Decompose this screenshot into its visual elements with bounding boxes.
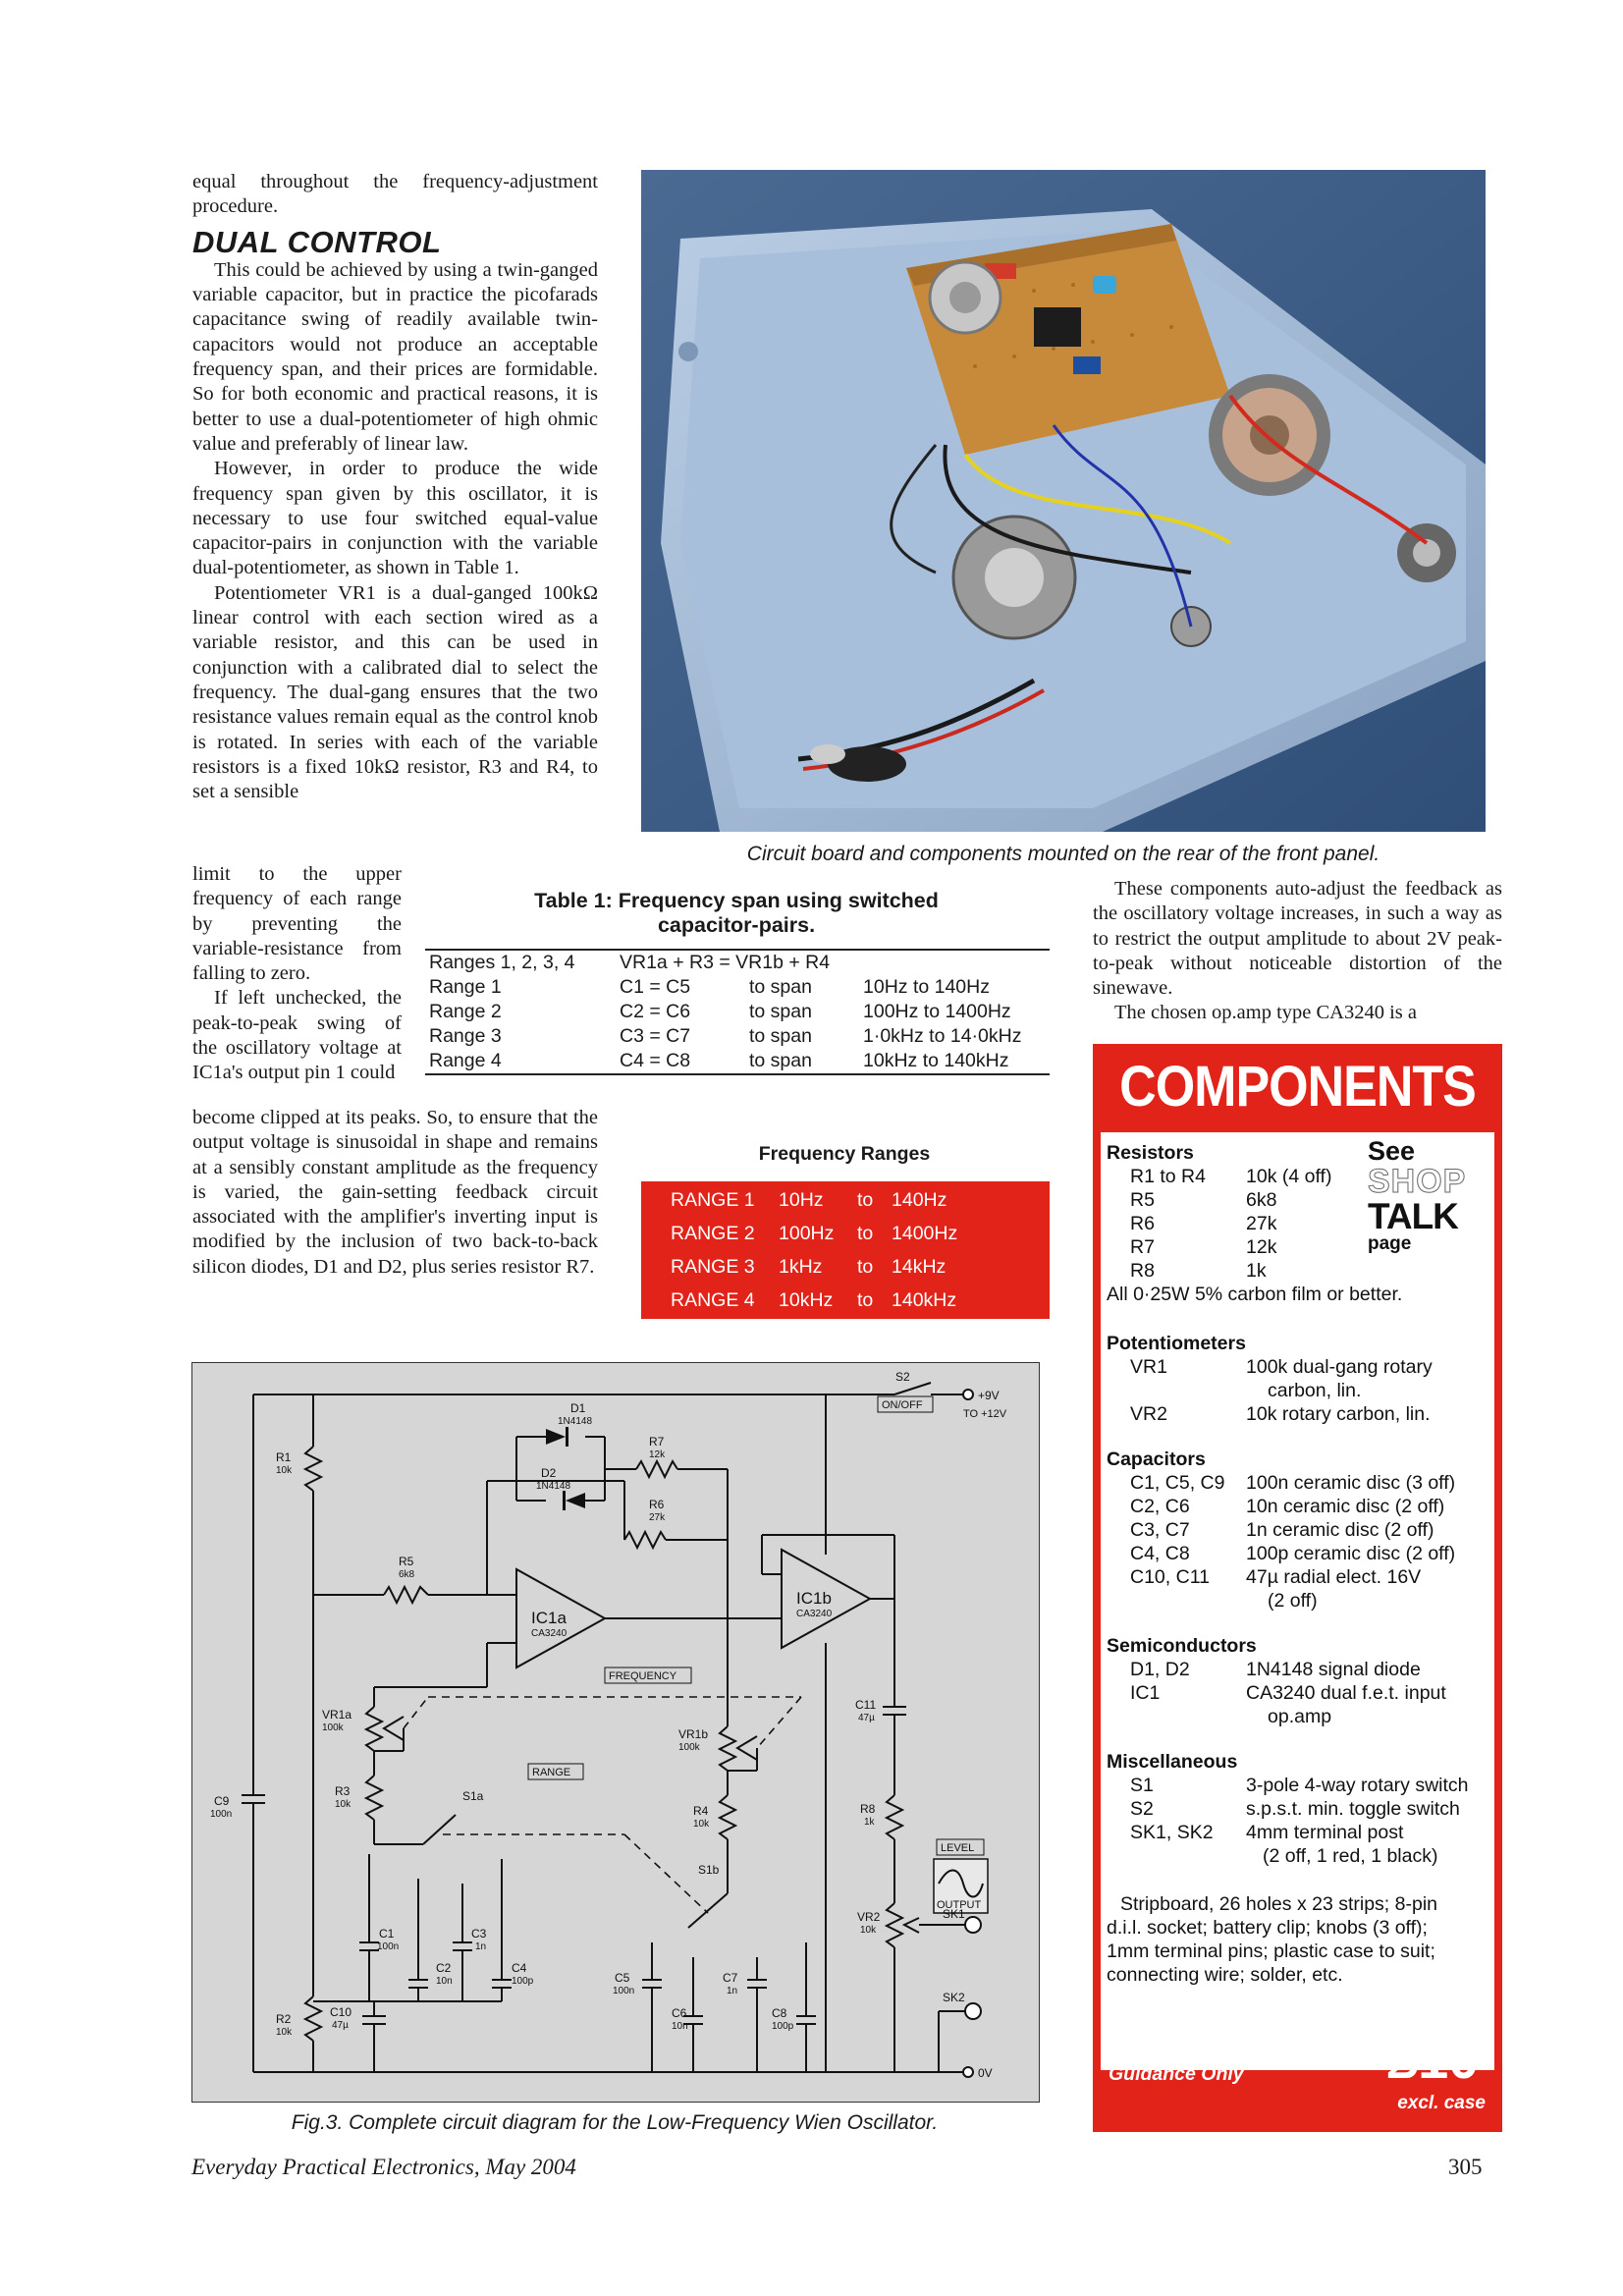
- table-cell: 10Hz to 140Hz: [863, 976, 990, 998]
- part-value: 47µ radial elect. 16V: [1246, 1566, 1422, 1588]
- label-s1a: S1a: [462, 1789, 484, 1803]
- wires: [242, 1383, 968, 2072]
- table-cell: Range 4: [429, 1050, 502, 1071]
- label-c11: C11: [855, 1698, 877, 1712]
- label-vr1a: VR1a: [322, 1708, 352, 1722]
- right-column: [1093, 877, 1502, 1026]
- label-r1: R1: [276, 1450, 292, 1464]
- footer-page-number: 305: [1448, 2155, 1483, 2179]
- label-boxes: [528, 1396, 984, 1855]
- range-upper: 1400Hz: [892, 1223, 958, 1244]
- label-ic1a-part: CA3240: [531, 1628, 568, 1639]
- label-vr1b-val: 100k: [678, 1742, 700, 1753]
- misc-note: 1mm terminal pins; plastic case to suit;: [1107, 1941, 1435, 1962]
- table-row: [425, 1024, 1050, 1049]
- part-id: VR2: [1130, 1403, 1167, 1425]
- circuit-diagram: [191, 1362, 1040, 2103]
- label-c1: C1: [379, 1927, 395, 1941]
- range-upper: 140kHz: [892, 1289, 957, 1311]
- table1-title-line1: Table 1: Frequency span using switched: [534, 889, 939, 912]
- paragraph: This could be achieved by using a twin-ganged variable capacitor, but in practice the picofarads capacitance swing of readily available twin-capacitors would not produce an acceptable frequency span, and their prices are formidable. So for both economic and practical reasons, it is better to use a dual-potentiometer of high ohmic value and preferably of linear law.: [192, 258, 598, 455]
- caps-heading: Capacitors: [1107, 1449, 1206, 1470]
- components-title: COMPONENTS: [1119, 1055, 1476, 1120]
- label-c2-val: 10n: [436, 1976, 453, 1987]
- range-row: [641, 1217, 1050, 1250]
- frequency-ranges-box: [641, 1181, 1050, 1319]
- part-value: 1k: [1246, 1260, 1267, 1282]
- range-row: [641, 1183, 1050, 1217]
- range-label: RANGE 4: [671, 1289, 755, 1311]
- label-vr2-val: 10k: [860, 1925, 877, 1936]
- label-d2: D2: [541, 1466, 557, 1480]
- table-row: [425, 975, 1050, 1000]
- part-value: 10k (4 off): [1246, 1166, 1332, 1187]
- cost-label: [1109, 2038, 1244, 2087]
- table-cell: C3 = C7: [620, 1025, 691, 1047]
- label-c8-val: 100p: [772, 2021, 794, 2032]
- paragraph: If left unchecked, the peak-to-peak swing of the oscillatory voltage at IC1a's output pin 1 could: [192, 987, 402, 1084]
- part-id: C3, C7: [1130, 1519, 1190, 1541]
- label-vr1a-val: 100k: [322, 1722, 344, 1733]
- label-level: LEVEL: [941, 1842, 975, 1854]
- label-r8-val: 1k: [864, 1817, 875, 1828]
- gang-links: [404, 1697, 801, 1913]
- terminals: [963, 1390, 981, 2077]
- table-cell: Range 1: [429, 976, 502, 998]
- footer-publication: Everyday Practical Electronics, May 2004: [191, 2155, 576, 2179]
- section-heading: DUAL CONTROL: [192, 224, 442, 259]
- label-c4-val: 100p: [512, 1976, 534, 1987]
- part-id: S2: [1130, 1798, 1154, 1820]
- table-cell: 10kHz to 140kHz: [863, 1050, 1009, 1071]
- part-value: 10n ceramic disc (2 off): [1246, 1496, 1445, 1517]
- part-value: 100n ceramic disc (3 off): [1246, 1472, 1456, 1494]
- table-row: [425, 1000, 1050, 1024]
- part-id: R7: [1130, 1236, 1155, 1258]
- label-r3-val: 10k: [335, 1799, 352, 1810]
- part-id: SK1, SK2: [1130, 1822, 1214, 1843]
- table1-title: [422, 889, 1051, 938]
- misc-note: Stripboard, 26 holes x 23 strips; 8-pin: [1120, 1893, 1438, 1915]
- label-ic1b-part: CA3240: [796, 1609, 833, 1619]
- label-sk1: SK1: [943, 1907, 965, 1921]
- left-column: [192, 170, 598, 804]
- table-row: [425, 1049, 1050, 1073]
- table-cell: to span: [749, 1025, 812, 1047]
- paragraph: These components auto-adjust the feedback as the oscillatory voltage increases, in such a way as to restrict the output amplitude to about 2V peak-to-peak without noticeable distortion of the sinewave.: [1093, 878, 1502, 1000]
- resistors-heading: Resistors: [1107, 1142, 1194, 1164]
- part-id: R6: [1130, 1213, 1155, 1234]
- label-c8: C8: [772, 2006, 787, 2020]
- range-to: to: [857, 1289, 874, 1311]
- part-id: C2, C6: [1130, 1496, 1190, 1517]
- components-box: [1093, 1044, 1502, 2132]
- range-upper: 140Hz: [892, 1189, 947, 1211]
- range-from: 10kHz: [779, 1289, 834, 1311]
- range-row: [641, 1284, 1050, 1317]
- label-c9: C9: [214, 1794, 230, 1808]
- label-c1-val: 100n: [377, 1941, 400, 1952]
- cost-label-line1: Approx. Cost: [1109, 2039, 1229, 2060]
- paragraph: However, in order to produce the wide frequency span given by this oscillator, it is necessary to use four switched equal-value capacitor-pairs in conjunction with the variable dual-potentiometer, as shown in Table 1.: [192, 458, 598, 579]
- table-cell: C2 = C6: [620, 1001, 691, 1022]
- misc-note: connecting wire; solder, etc.: [1107, 1964, 1343, 1986]
- part-value: 27k: [1246, 1213, 1277, 1234]
- label-vr2: VR2: [857, 1910, 881, 1924]
- shoptalk-see: See: [1368, 1136, 1416, 1166]
- part-value: 4mm terminal post: [1246, 1822, 1404, 1843]
- label-12v: TO +12V: [963, 1408, 1007, 1420]
- table1-title-line2: capacitor-pairs.: [657, 913, 816, 937]
- range-label: RANGE 3: [671, 1256, 755, 1278]
- label-9v: +9V: [978, 1389, 1000, 1402]
- range-from: 10Hz: [779, 1189, 824, 1211]
- part-value: 1N4148 signal diode: [1246, 1659, 1421, 1680]
- part-id: R5: [1130, 1189, 1155, 1211]
- range-label: RANGE 2: [671, 1223, 755, 1244]
- label-onoff: ON/OFF: [882, 1399, 923, 1411]
- shoptalk-shop: SHOP: [1368, 1163, 1467, 1200]
- range-to: to: [857, 1223, 874, 1244]
- label-r5-val: 6k8: [399, 1569, 415, 1580]
- misc-note: d.i.l. socket; battery clip; knobs (3 off);: [1107, 1917, 1428, 1939]
- cost-note: excl. case: [1397, 2093, 1486, 2113]
- label-s1b: S1b: [698, 1863, 720, 1877]
- table-row: [425, 951, 1050, 975]
- table-cell: C4 = C8: [620, 1050, 691, 1071]
- circuit-board-photo: [641, 170, 1486, 832]
- label-0v: 0V: [978, 2066, 993, 2080]
- shoptalk-page: page: [1368, 1233, 1412, 1254]
- label-c11-val: 47µ: [858, 1713, 875, 1723]
- paragraph: limit to the upper frequency of each range by preventing the variable-resistance from falling to zero.: [192, 863, 402, 985]
- schematic: [192, 1363, 1039, 2102]
- part-id: C10, C11: [1130, 1566, 1210, 1588]
- part-value: op.amp: [1268, 1706, 1332, 1727]
- part-value: 1n ceramic disc (2 off): [1246, 1519, 1434, 1541]
- cost-value: £10: [1387, 2028, 1480, 2090]
- label-r1-val: 10k: [276, 1465, 293, 1476]
- part-id: R1 to R4: [1130, 1166, 1206, 1187]
- part-value: 12k: [1246, 1236, 1277, 1258]
- misc-heading: Miscellaneous: [1107, 1751, 1238, 1773]
- label-r6: R6: [649, 1498, 665, 1511]
- left-column-bottom: [192, 1106, 598, 1280]
- label-r7-val: 12k: [649, 1449, 666, 1460]
- label-d2-part: 1N4148: [536, 1481, 571, 1492]
- pots-heading: Potentiometers: [1107, 1333, 1246, 1354]
- label-c7: C7: [723, 1971, 738, 1985]
- table1: [425, 949, 1050, 1075]
- label-c6-val: 10n: [672, 2021, 688, 2032]
- label-d1: D1: [570, 1401, 586, 1415]
- label-r8: R8: [860, 1802, 876, 1816]
- label-c9-val: 100n: [210, 1809, 233, 1820]
- label-vr1b: VR1b: [678, 1727, 709, 1741]
- table-cell: 100Hz to 1400Hz: [863, 1001, 1011, 1022]
- table-cell: C1 = C5: [620, 976, 691, 998]
- shoptalk-talk: TALK: [1368, 1196, 1458, 1236]
- table-cell: Ranges 1, 2, 3, 4: [429, 952, 575, 973]
- photo-illustration: [641, 170, 1486, 832]
- label-c6: C6: [672, 2006, 687, 2020]
- label-r7: R7: [649, 1435, 665, 1449]
- label-c10-val: 47µ: [332, 2020, 349, 2031]
- part-value: 100p ceramic disc (2 off): [1246, 1543, 1456, 1564]
- range-from: 100Hz: [779, 1223, 835, 1244]
- label-c5: C5: [615, 1971, 630, 1985]
- paragraph: The chosen op.amp type CA3240 is a: [1114, 1002, 1418, 1024]
- part-value: (2 off): [1268, 1590, 1318, 1612]
- part-id: R8: [1130, 1260, 1155, 1282]
- part-id: S1: [1130, 1775, 1154, 1796]
- part-value: 3-pole 4-way rotary switch: [1246, 1775, 1469, 1796]
- table-cell: 1·0kHz to 14·0kHz: [863, 1025, 1022, 1047]
- label-r3: R3: [335, 1784, 351, 1798]
- schematic-labels: [210, 1370, 1007, 2080]
- intro-fragment: equal throughout the frequency-adjustment procedure.: [192, 171, 598, 218]
- label-r6-val: 27k: [649, 1512, 666, 1523]
- paragraph: Potentiometer VR1 is a dual-ganged 100kΩ linear control with each section wired as a variable resistor, and this can be used in conjunction with a calibrated dial to select the frequency. The dual-gang ensures that the two resistance values remain equal as the control knob is rotated. In series with each of the variable resistors is a fixed 10kΩ resistor, R3 and R4, to set a sensible: [192, 581, 598, 803]
- cost-label-line2: Guidance Only: [1109, 2063, 1244, 2085]
- table-cell: to span: [749, 976, 812, 998]
- label-ic1b: IC1b: [796, 1589, 832, 1608]
- paragraph: become clipped at its peaks. So, to ensure that the output voltage is sinusoidal in shape and remains at a sensibly constant amplitude as the frequency is varied, the gain-setting feedback circuit associated with the amplifier's inverting input is modified by the inclusion of two back-to-back silicon diodes, D1 and D2, plus series resistor R7.: [192, 1107, 598, 1278]
- label-range: RANGE: [532, 1767, 571, 1778]
- part-value: (2 off, 1 red, 1 black): [1263, 1845, 1438, 1867]
- part-value: s.p.s.t. min. toggle switch: [1246, 1798, 1460, 1820]
- range-row: [641, 1250, 1050, 1284]
- label-c10: C10: [330, 2005, 352, 2019]
- part-id: VR1: [1130, 1356, 1167, 1378]
- part-id: C1, C5, C9: [1130, 1472, 1225, 1494]
- table-cell: to span: [749, 1001, 812, 1022]
- label-d1-part: 1N4148: [558, 1416, 593, 1427]
- label-output: OUTPUT: [937, 1899, 982, 1911]
- figure-caption: Fig.3. Complete circuit diagram for the Low-Frequency Wien Oscillator.: [291, 2111, 939, 2134]
- part-value: carbon, lin.: [1268, 1380, 1362, 1401]
- label-frequency: FREQUENCY: [609, 1670, 677, 1682]
- table-cell: Range 3: [429, 1025, 502, 1047]
- label-c7-val: 1n: [727, 1986, 738, 1996]
- table-cell: VR1a + R3 = VR1b + R4: [620, 952, 831, 973]
- semis-heading: Semiconductors: [1107, 1635, 1257, 1657]
- label-r2-val: 10k: [276, 2027, 293, 2038]
- label-ic1a: IC1a: [531, 1609, 567, 1627]
- range-to: to: [857, 1256, 874, 1278]
- resistors-note: All 0·25W 5% carbon film or better.: [1107, 1284, 1403, 1305]
- range-from: 1kHz: [779, 1256, 823, 1278]
- range-label: RANGE 1: [671, 1189, 755, 1211]
- label-c2: C2: [436, 1961, 452, 1975]
- label-c4: C4: [512, 1961, 527, 1975]
- label-r5: R5: [399, 1555, 414, 1568]
- left-column-narrow: [192, 862, 402, 1086]
- label-c3: C3: [471, 1927, 487, 1941]
- components-list: [1101, 1132, 1494, 2070]
- part-id: C4, C8: [1130, 1543, 1190, 1564]
- label-s2: S2: [895, 1370, 910, 1384]
- frequency-ranges-title: Frequency Ranges: [758, 1143, 931, 1165]
- table-cell: Range 2: [429, 1001, 502, 1022]
- label-c3-val: 1n: [475, 1941, 487, 1952]
- part-value: 100k dual-gang rotary: [1246, 1356, 1433, 1378]
- label-r4: R4: [693, 1804, 709, 1818]
- photo-caption: Circuit board and components mounted on the rear of the front panel.: [746, 843, 1380, 865]
- label-r4-val: 10k: [693, 1819, 710, 1830]
- range-upper: 14kHz: [892, 1256, 947, 1278]
- part-value: 6k8: [1246, 1189, 1277, 1211]
- label-r2: R2: [276, 2012, 292, 2026]
- part-id: D1, D2: [1130, 1659, 1190, 1680]
- label-c5-val: 100n: [613, 1986, 635, 1996]
- table-cell: to span: [749, 1050, 812, 1071]
- range-to: to: [857, 1189, 874, 1211]
- part-value: CA3240 dual f.e.t. input: [1246, 1682, 1446, 1704]
- part-id: IC1: [1130, 1682, 1161, 1704]
- part-value: 10k rotary carbon, lin.: [1246, 1403, 1431, 1425]
- label-sk2: SK2: [943, 1991, 965, 2004]
